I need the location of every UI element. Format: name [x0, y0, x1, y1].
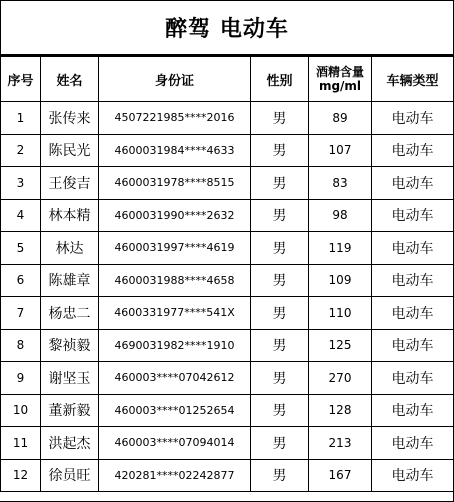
cell-name: 林本精 [41, 199, 99, 232]
cell-index: 7 [1, 297, 41, 330]
cell-index: 8 [1, 329, 41, 362]
table-row [1, 329, 454, 362]
cell-type: 电动车 [372, 264, 454, 297]
cell-name: 王俊吉 [41, 167, 99, 200]
cell-sex: 男 [251, 459, 309, 492]
cell-index: 10 [1, 394, 41, 427]
table-row [1, 459, 454, 492]
cell-name: 陈民光 [41, 134, 99, 167]
table-row [1, 232, 454, 265]
table-row [1, 297, 454, 330]
cell-name: 洪起杰 [41, 427, 99, 460]
table-body [1, 102, 454, 492]
cell-id: 460003****07042612 [99, 362, 251, 395]
records-table [0, 56, 454, 492]
cell-alcohol: 270 [309, 362, 372, 395]
header-row [1, 57, 454, 102]
page-title: 醉驾 电动车 [165, 17, 289, 42]
table-row [1, 199, 454, 232]
cell-name: 林达 [41, 232, 99, 265]
table-row [1, 394, 454, 427]
cell-index: 9 [1, 362, 41, 395]
cell-alcohol: 128 [309, 394, 372, 427]
cell-alcohol: 109 [309, 264, 372, 297]
cell-sex: 男 [251, 394, 309, 427]
header-alcohol: 酒精含量mg/ml [309, 57, 372, 102]
table-row [1, 362, 454, 395]
cell-id: 4600331977****541X [99, 297, 251, 330]
cell-index: 2 [1, 134, 41, 167]
cell-name: 董新毅 [41, 394, 99, 427]
header-type: 车辆类型 [372, 57, 454, 102]
cell-sex: 男 [251, 427, 309, 460]
cell-name: 张传来 [41, 102, 99, 135]
cell-type: 电动车 [372, 394, 454, 427]
cell-index: 4 [1, 199, 41, 232]
cell-index: 1 [1, 102, 41, 135]
cell-alcohol: 107 [309, 134, 372, 167]
cell-index: 11 [1, 427, 41, 460]
cell-type: 电动车 [372, 329, 454, 362]
cell-id: 420281****02242877 [99, 459, 251, 492]
cell-sex: 男 [251, 134, 309, 167]
table-row [1, 427, 454, 460]
cell-name: 谢坚玉 [41, 362, 99, 395]
cell-id: 4600031997****4619 [99, 232, 251, 265]
cell-sex: 男 [251, 362, 309, 395]
cell-name: 陈雄章 [41, 264, 99, 297]
cell-type: 电动车 [372, 459, 454, 492]
cell-type: 电动车 [372, 427, 454, 460]
cell-index: 6 [1, 264, 41, 297]
cell-type: 电动车 [372, 102, 454, 135]
table-row [1, 264, 454, 297]
cell-type: 电动车 [372, 362, 454, 395]
header-sex: 性别 [251, 57, 309, 102]
header-id: 身份证 [99, 57, 251, 102]
title-row [0, 0, 453, 56]
cell-id: 460003****01252654 [99, 394, 251, 427]
header-name: 姓名 [41, 57, 99, 102]
cell-index: 5 [1, 232, 41, 265]
cell-name: 杨忠二 [41, 297, 99, 330]
cell-type: 电动车 [372, 134, 454, 167]
cell-name: 徐员旺 [41, 459, 99, 492]
table-row [1, 167, 454, 200]
cell-alcohol: 213 [309, 427, 372, 460]
cell-alcohol: 119 [309, 232, 372, 265]
cell-id: 4600031984****4633 [99, 134, 251, 167]
cell-alcohol: 125 [309, 329, 372, 362]
cell-alcohol: 110 [309, 297, 372, 330]
cell-id: 4690031982****1910 [99, 329, 251, 362]
cell-sex: 男 [251, 199, 309, 232]
cell-type: 电动车 [372, 232, 454, 265]
cell-type: 电动车 [372, 297, 454, 330]
cell-name: 黎祯毅 [41, 329, 99, 362]
cell-sex: 男 [251, 167, 309, 200]
header-index: 序号 [1, 57, 41, 102]
cell-id: 4600031990****2632 [99, 199, 251, 232]
cell-alcohol: 83 [309, 167, 372, 200]
cell-id: 4507221985****2016 [99, 102, 251, 135]
cell-index: 3 [1, 167, 41, 200]
cell-sex: 男 [251, 232, 309, 265]
cell-alcohol: 89 [309, 102, 372, 135]
cell-id: 460003****07094014 [99, 427, 251, 460]
cell-type: 电动车 [372, 167, 454, 200]
cell-sex: 男 [251, 297, 309, 330]
cell-alcohol: 167 [309, 459, 372, 492]
cell-alcohol: 98 [309, 199, 372, 232]
table-row [1, 102, 454, 135]
table-row [1, 134, 454, 167]
cell-type: 电动车 [372, 199, 454, 232]
cell-id: 4600031988****4658 [99, 264, 251, 297]
cell-sex: 男 [251, 329, 309, 362]
cell-id: 4600031978****8515 [99, 167, 251, 200]
cell-sex: 男 [251, 102, 309, 135]
cell-sex: 男 [251, 264, 309, 297]
cell-index: 12 [1, 459, 41, 492]
